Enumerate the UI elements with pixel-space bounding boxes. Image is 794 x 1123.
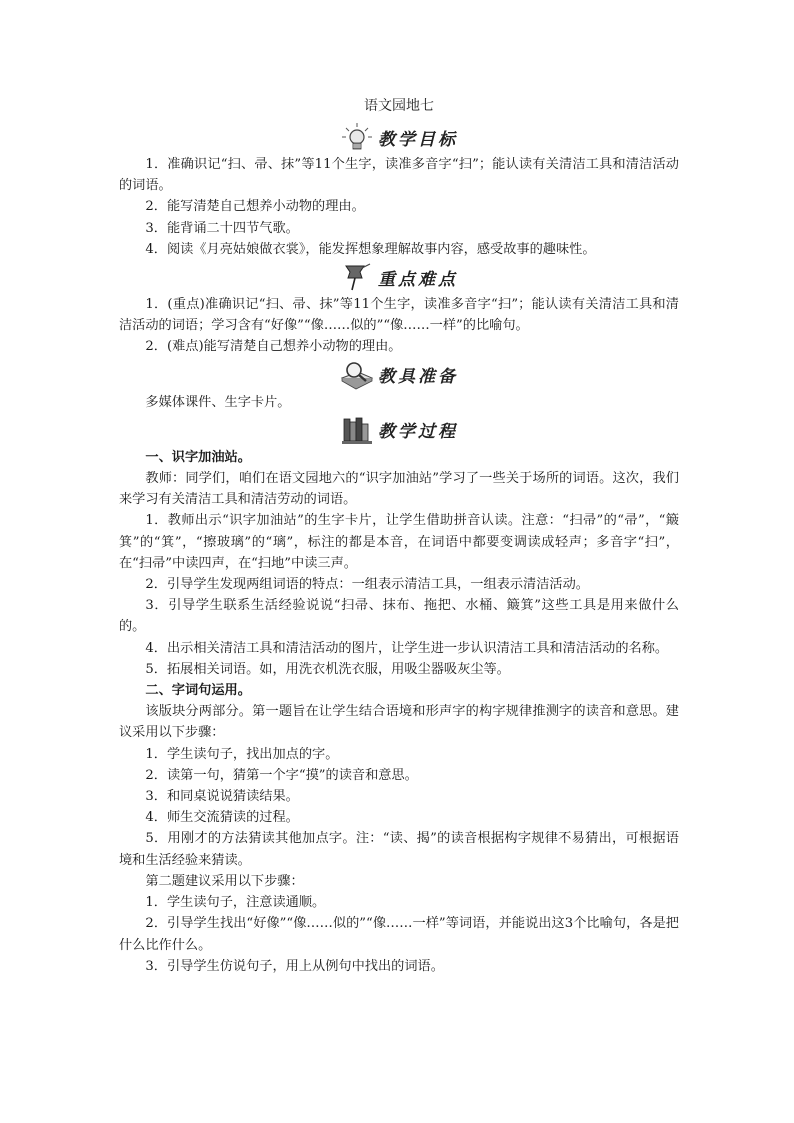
- paragraph: 该版块分两部分。第一题旨在让学生结合语境和形声字的构字规律推测字的读音和意思。建议采用以下步骤：: [119, 704, 679, 741]
- section-heading-goals: [119, 120, 679, 154]
- subsection-title: 一、识字加油站。: [145, 449, 251, 465]
- books-icon: [340, 415, 374, 445]
- paragraph: 5．用刚才的方法猜读其他加点字。注：“读、揭”的读音根据构字规律不易猜出，可根据语境和生活经验来猜读。: [119, 831, 679, 868]
- paragraph: 2．读第一句，猜第一个字“摸”的读音和意思。: [145, 767, 418, 783]
- lightbulb-icon: [340, 122, 374, 152]
- paragraph: 5．拓展相关词语。如，用洗衣机洗衣服，用吸尘器吸灰尘等。: [145, 661, 510, 677]
- prep-item: 多媒体课件、生字卡片。: [145, 394, 291, 410]
- section-heading-prep: [119, 358, 679, 392]
- section-heading-label: 教具准备: [378, 367, 458, 388]
- goal-item: 1．准确识记“扫、帚、抹”等11个生字，读准多音字“扫”；能认读有关清洁工具和清洁活动的词语。: [119, 157, 679, 194]
- keypoint-item: 1．(重点)准确识记“扫、帚、抹”等11个生字，读准多音字“扫”；能认读有关清洁工具和清洁活动的词语；学习含有“好像”“像……似的”“像……一样”的比喻句。: [119, 297, 679, 334]
- paragraph: 3．引导学生仿说句子，用上从例句中找出的词语。: [145, 958, 444, 974]
- subsection-title: 二、字词句运用。: [145, 683, 251, 699]
- paragraph: 2．引导学生找出“好像”“像……似的”“像……一样”等词语，并能说出这3个比喻句，各是把什么比作什么。: [119, 916, 679, 953]
- paragraph: 1．学生读句子，找出加点的字。: [145, 746, 339, 762]
- paragraph: 4．出示相关清洁工具和清洁活动的图片，让学生进一步认识清洁工具和清洁活动的名称。: [145, 640, 669, 656]
- paragraph: 2．引导学生发现两组词语的特点：一组表示清洁工具，一组表示清洁活动。: [145, 577, 589, 593]
- magnifier-book-icon: [340, 360, 374, 390]
- paragraph: 第二题建议采用以下步骤：: [145, 873, 304, 889]
- section-heading-label: 教学过程: [378, 422, 458, 443]
- section-heading-keypoints: [119, 260, 679, 294]
- paragraph: 教师：同学们，咱们在语文园地六的“识字加油站”学习了一些关于场所的词语。这次，我们来学习有关清洁工具和清洁劳动的词语。: [119, 471, 679, 508]
- document-body: [119, 96, 679, 977]
- pushpin-icon: [340, 262, 374, 292]
- section-heading-process: [119, 413, 679, 447]
- goal-item: 3．能背诵二十四节气歌。: [145, 220, 299, 236]
- goal-item: 4．阅读《月亮姑娘做衣裳》，能发挥想象理解故事内容，感受故事的趣味性。: [145, 241, 596, 257]
- page-title: 语文园地七: [364, 98, 434, 114]
- goal-item: 2．能写清楚自己想养小动物的理由。: [145, 199, 365, 215]
- paragraph: 1．学生读句子，注意读通顺。: [145, 895, 326, 911]
- paragraph: 3．和同桌说说猜读结果。: [145, 789, 299, 805]
- section-heading-label: 教学目标: [378, 129, 458, 150]
- paragraph: 3．引导学生联系生活经验说说“扫帚、抹布、拖把、水桶、簸箕”这些工具是用来做什么的。: [119, 598, 679, 635]
- paragraph: 4．师生交流猜读的过程。: [145, 810, 299, 826]
- paragraph: 1．教师出示“识字加油站”的生字卡片，让学生借助拼音认读。注意：“扫帚”的“帚”，“簸箕”的“箕”，“擦玻璃”的“璃”，标注的都是本音，在词语中都要变调读成轻声；多音字“扫”，在“扫帚”中读四声，在“扫地”中读三声。: [119, 513, 679, 571]
- keypoint-item: 2．(难点)能写清楚自己想养小动物的理由。: [145, 339, 402, 355]
- section-heading-label: 重点难点: [378, 269, 458, 290]
